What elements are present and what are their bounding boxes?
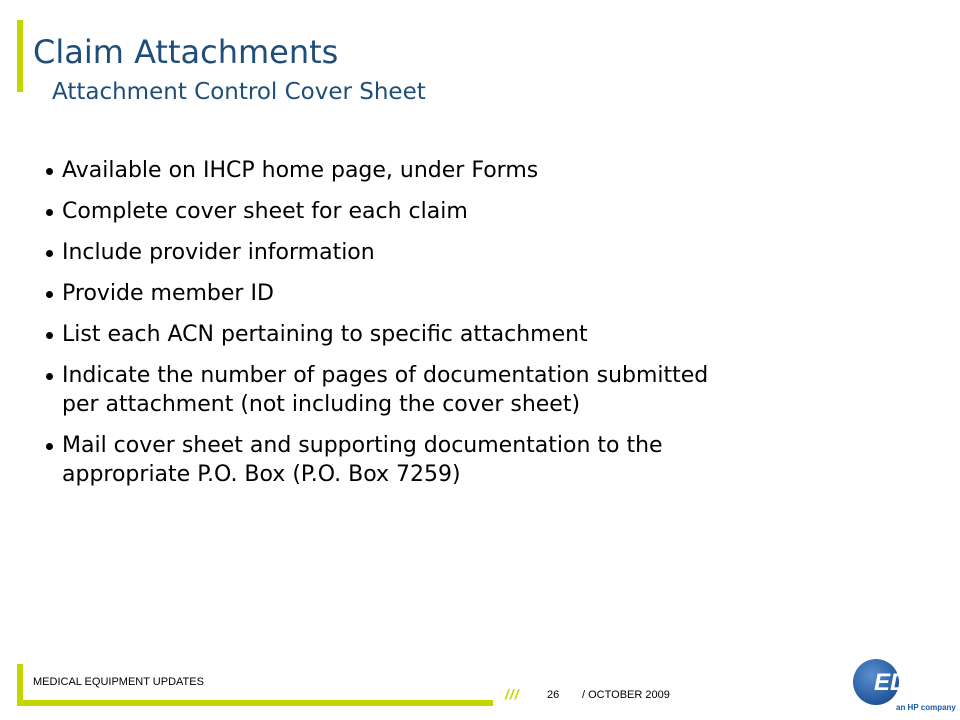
page-number: 26	[547, 689, 560, 701]
slide-subtitle: Attachment Control Cover Sheet	[52, 79, 426, 105]
bullet-text: Provide member ID	[62, 281, 274, 306]
bullet-dot-icon	[46, 168, 53, 175]
bullet-item	[44, 279, 724, 308]
bullet-dot-icon	[46, 209, 53, 216]
bullet-item	[44, 320, 724, 349]
footer-date: / OCTOBER 2009	[582, 689, 670, 701]
bullet-text: Indicate the number of pages of documentation submitted per attachment (not including the cover sheet)	[62, 363, 709, 417]
logo-text: EDS	[874, 669, 924, 696]
bullet-dot-icon	[46, 443, 53, 450]
bullet-text: List each ACN pertaining to specific attachment	[62, 322, 588, 347]
bullet-item	[44, 156, 724, 185]
bullet-text: Complete cover sheet for each claim	[62, 199, 468, 224]
bullet-item	[44, 361, 724, 419]
bullet-text: Mail cover sheet and supporting documentation to the appropriate P.O. Box (P.O. Box 7259)	[62, 433, 663, 487]
bullet-text: Include provider information	[62, 240, 375, 265]
footer-label: MEDICAL EQUIPMENT UPDATES	[33, 676, 204, 688]
bullet-item	[44, 197, 724, 226]
bullet-item	[44, 431, 724, 489]
bullet-text: Available on IHCP home page, under Forms	[62, 158, 539, 183]
bullet-dot-icon	[46, 250, 53, 257]
accent-bar	[17, 20, 23, 92]
eds-logo	[848, 658, 956, 714]
footer-accent-line	[17, 700, 493, 706]
bullet-list	[44, 156, 724, 501]
logo-tagline: an HP company	[896, 703, 956, 712]
bullet-dot-icon	[46, 373, 53, 380]
bullet-item	[44, 238, 724, 267]
bullet-dot-icon	[46, 291, 53, 298]
footer-slashes: ///	[505, 686, 520, 702]
slide-title: Claim Attachments	[33, 33, 339, 71]
bullet-dot-icon	[46, 332, 53, 339]
